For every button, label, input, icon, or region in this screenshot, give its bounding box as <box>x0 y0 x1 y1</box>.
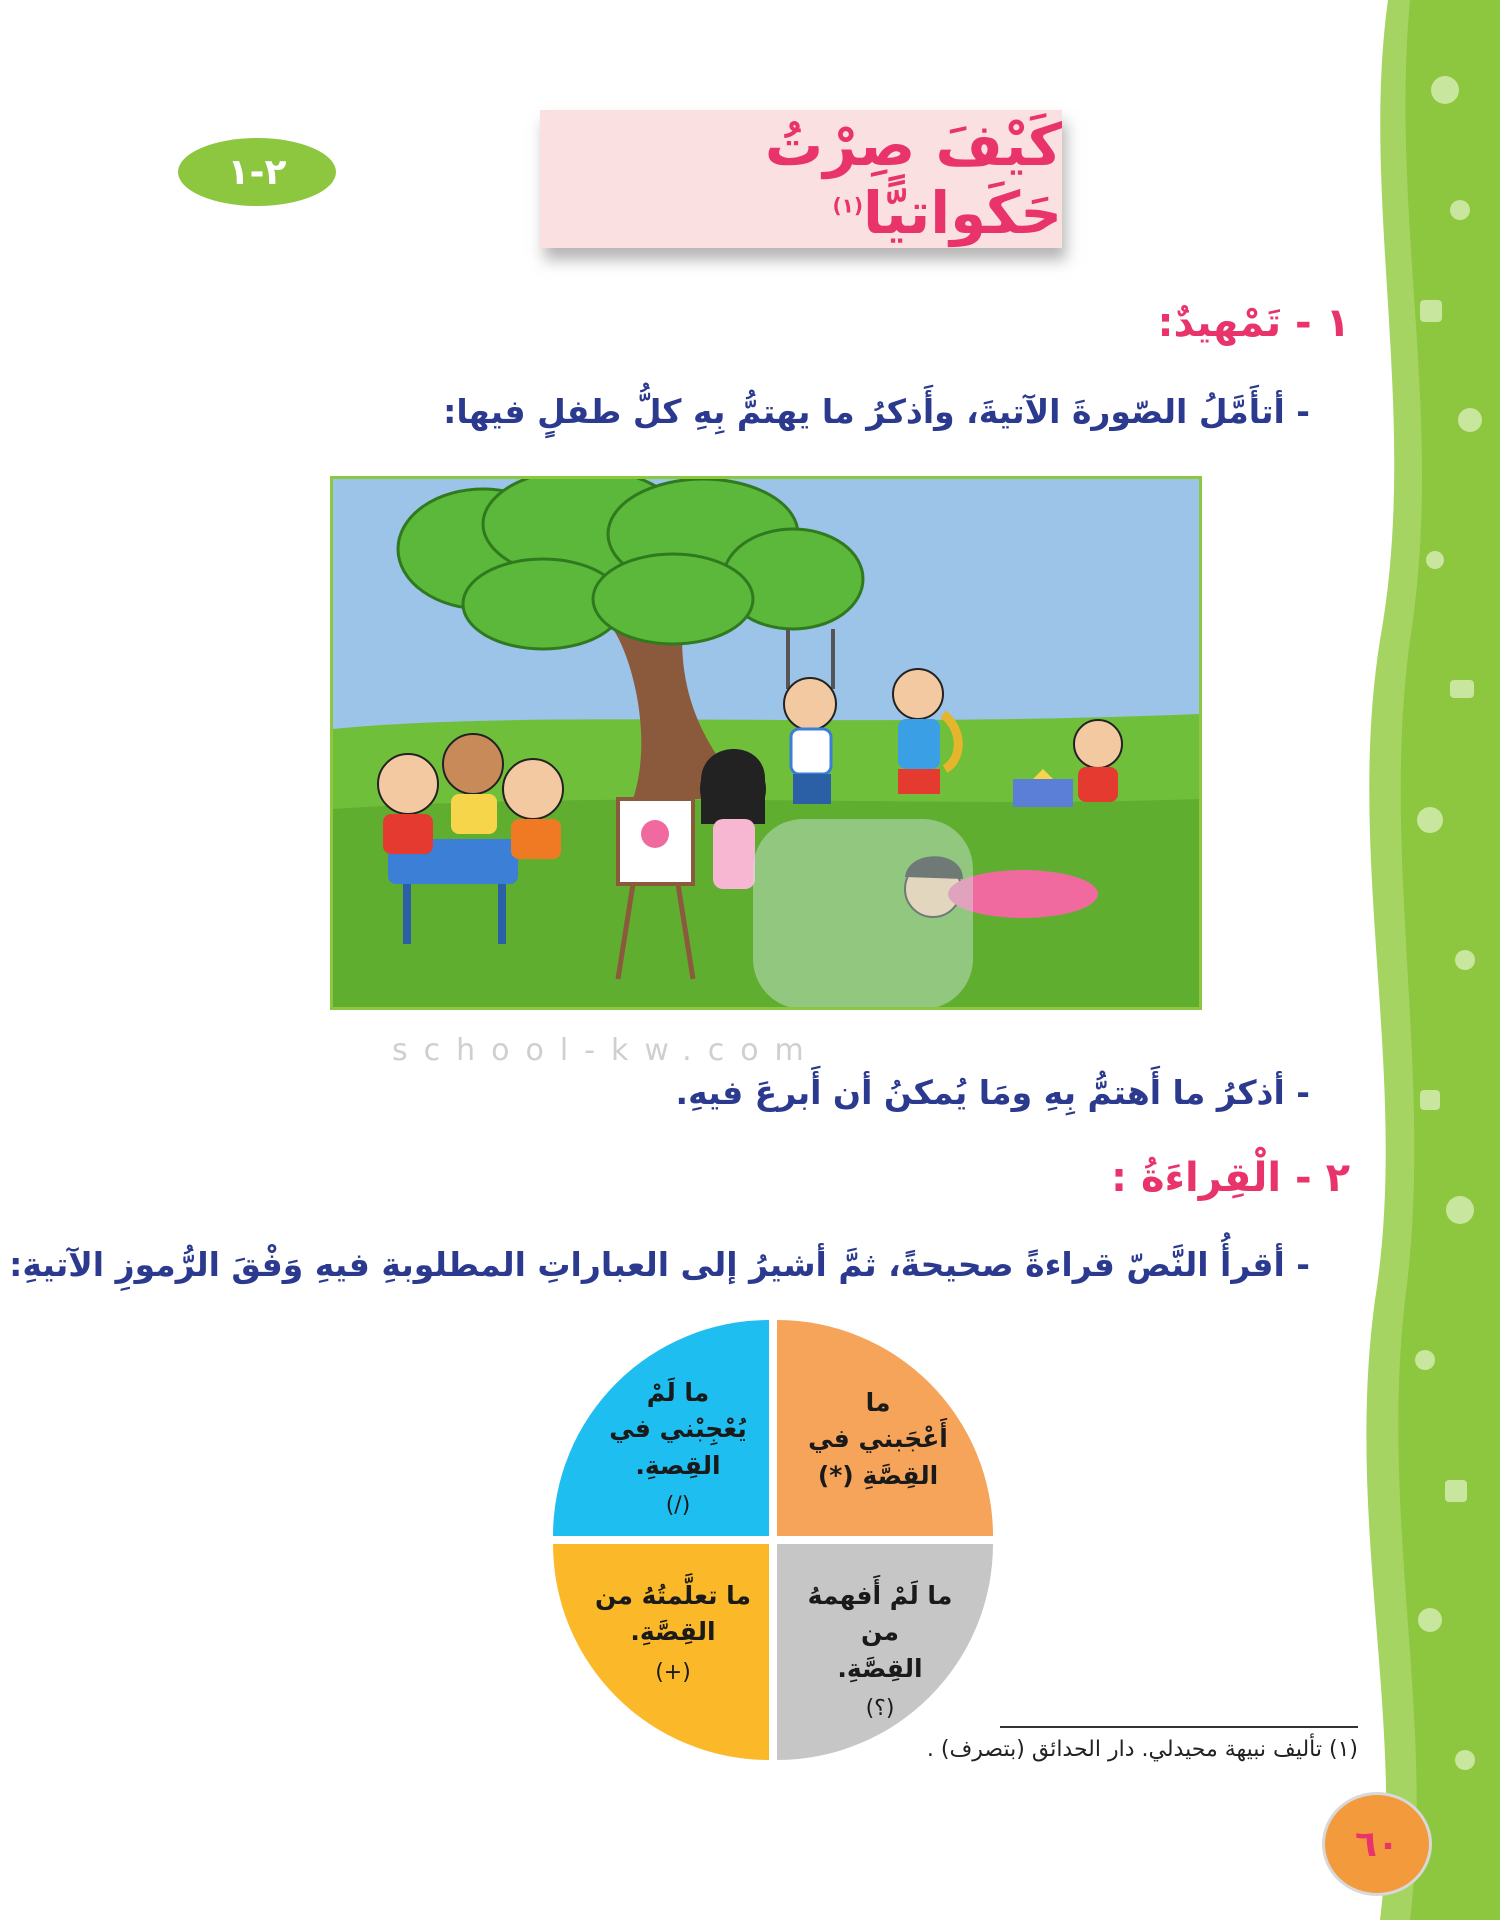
page-title <box>540 111 1062 247</box>
page-number: ٦٠ <box>1322 1792 1432 1896</box>
title-footnote-marker: (١) <box>832 193 863 218</box>
footnote: (١) تأليف نبيهة محيدلي. دار الحدائق (بتصرف) . <box>926 1737 1358 1762</box>
footnote-divider <box>1000 1726 1358 1728</box>
quadrant-bottom-right-text <box>785 1578 975 1725</box>
decorative-side-border <box>1350 0 1500 1920</box>
section-2-instruction: - أقرأُ النَّصّ قراءةً صحيحةً، ثمَّ أشيرُ إلى العباراتِ المطلوبةِ فيهِ وَفْقَ الرُّموزِ الآتيةِ: <box>9 1245 1310 1284</box>
symbol-not-understood: (؟) <box>865 1695 895 1721</box>
quadrant-top-left-line: يُعْجِبْني في <box>609 1414 747 1444</box>
section-2-heading: ٢ - الْقِراءَةُ : <box>1111 1155 1350 1201</box>
quadrant-top-right-line: القِصَّةِ (*) <box>817 1460 939 1490</box>
title-box <box>540 110 1062 248</box>
quadrant-top-left-line: القِصةِ. <box>635 1450 721 1480</box>
quadrant-top-right-line: أَعْجَبني في <box>808 1424 948 1454</box>
section-1-instruction: - أتأَمَّلُ الصّورةَ الآتيةَ، وأَذكرُ ما يهتمُّ بِهِ كلُّ طفلٍ فيها: <box>443 392 1310 431</box>
quadrant-bottom-left-text <box>583 1578 763 1688</box>
quadrant-bottom-left-line: ما تعلَّمتُهُ من <box>594 1581 752 1610</box>
quadrant-top-left-text <box>593 1375 763 1522</box>
section-1-question: - أذكرُ ما أَهتمُّ بِهِ ومَا يُمكنُ أن أَبرعَ فيهِ. <box>675 1073 1310 1112</box>
symbol-disliked: (/) <box>665 1492 691 1518</box>
page-title-text: كَيْفَ صِرْتُ حَكَواتيًّا <box>764 111 1062 247</box>
quadrant-top-left-line: ما لَمْ <box>646 1378 710 1407</box>
reading-symbols-circle <box>553 1320 993 1760</box>
symbol-learned: (+) <box>655 1659 691 1685</box>
quadrant-bottom-left-line: القِصَّةِ. <box>630 1617 716 1647</box>
lesson-number-badge: ٢-١ <box>178 138 336 206</box>
children-park-illustration <box>330 476 1202 1010</box>
quadrant-bottom-right-line: القِصَّةِ. <box>837 1653 923 1683</box>
section-1-heading: ١ - تَمْهيدٌ: <box>1157 300 1350 346</box>
watermark: school-kw.com <box>392 1033 820 1068</box>
quadrant-top-right-line: ما <box>865 1388 891 1417</box>
quadrant-bottom-right-line: ما لَمْ أَفهمهُ من <box>807 1581 953 1647</box>
quadrant-top-right-text <box>793 1385 963 1494</box>
